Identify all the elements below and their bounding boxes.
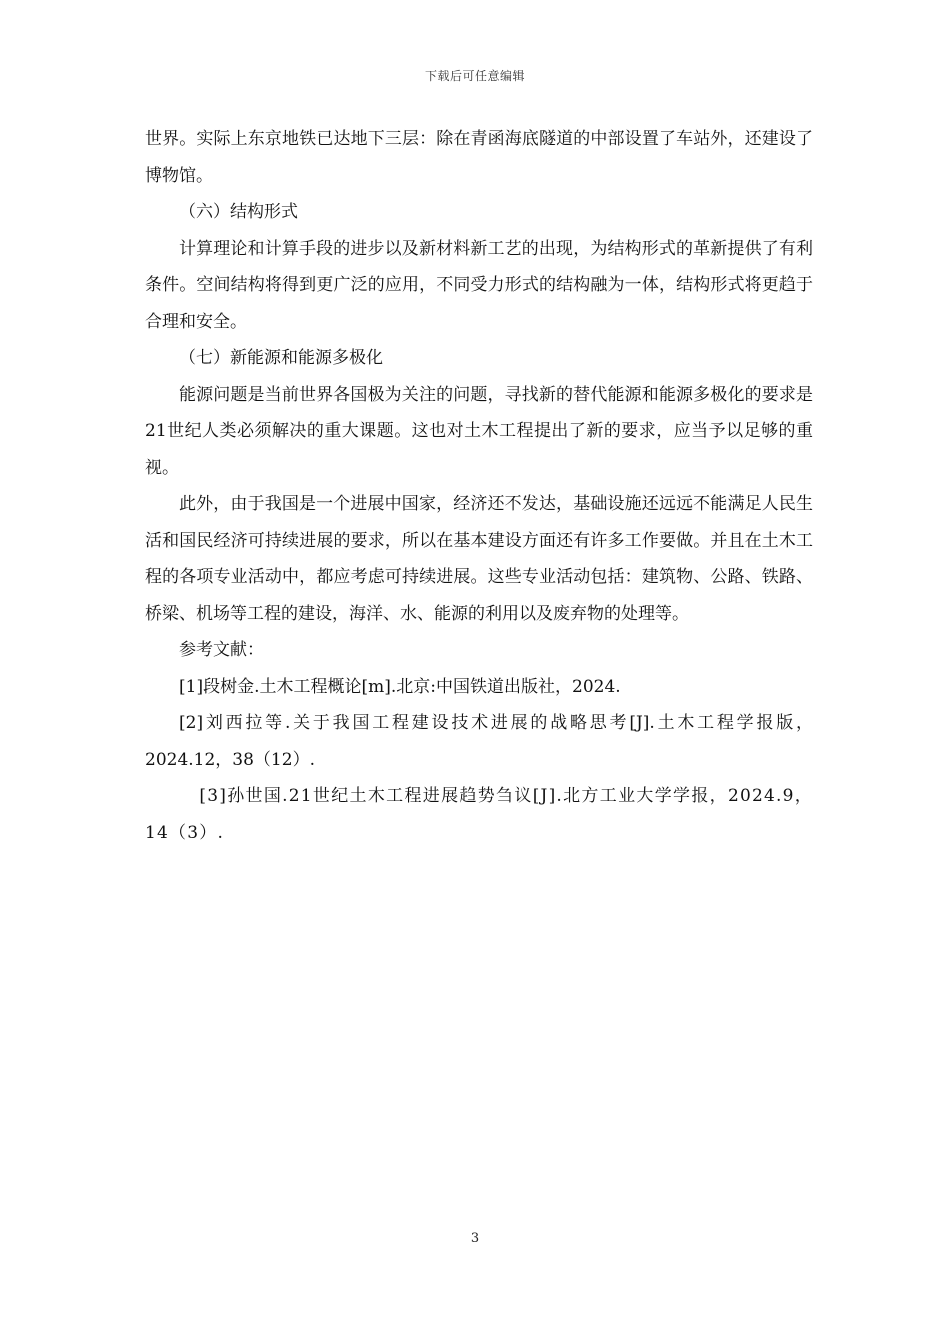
page-header: 下载后可任意编辑: [424, 69, 525, 83]
paragraph-continuation: 世界。实际上东京地铁已达地下三层：除在青函海底隧道的中部设置了车站外，还建设了博物馆。: [145, 129, 813, 186]
section-heading-new-energy: （七）新能源和能源多极化: [179, 348, 383, 368]
section-heading-structure-form: （六）结构形式: [179, 202, 298, 222]
reference-3: [3]孙世国.21世纪土木工程进展趋势刍议[J].北方工业大学学报，2024.9，14（3）.: [145, 786, 813, 843]
paragraph-sustainable-development: 此外，由于我国是一个进展中国家，经济还不发达，基础设施还远远不能满足人民生活和国民经济可持续进展的要求，所以在基本建设方面还有许多工作要做。并且在土木工程的各项专业活动中，都应考虑可持续进展。这些专业活动包括：建筑物、公路、铁路、桥梁、机场等工程的建设，海洋、水、能源的利用以及废弃物的处理等。: [145, 494, 813, 624]
paragraph-structure-form: 计算理论和计算手段的进步以及新材料新工艺的出现，为结构形式的革新提供了有利条件。空间结构将得到更广泛的应用，不同受力形式的结构融为一体，结构形式将更趋于合理和安全。: [145, 238, 813, 332]
body-text: [145, 121, 813, 851]
reference-2: [2]刘西拉等.关于我国工程建设技术进展的战略思考[J].土木工程学报版，2024.12，38（12）.: [145, 713, 813, 770]
paragraph-new-energy: 能源问题是当前世界各国极为关注的问题，寻找新的替代能源和能源多极化的要求是21世纪人类必须解决的重大课题。这也对土木工程提出了新的要求，应当予以足够的重视。: [145, 384, 813, 478]
references-heading: 参考文献：: [179, 640, 264, 660]
reference-1: [1]段树金.土木工程概论[m].北京:中国铁道出版社，2024.: [179, 676, 621, 697]
page-number: 3: [470, 1231, 480, 1246]
